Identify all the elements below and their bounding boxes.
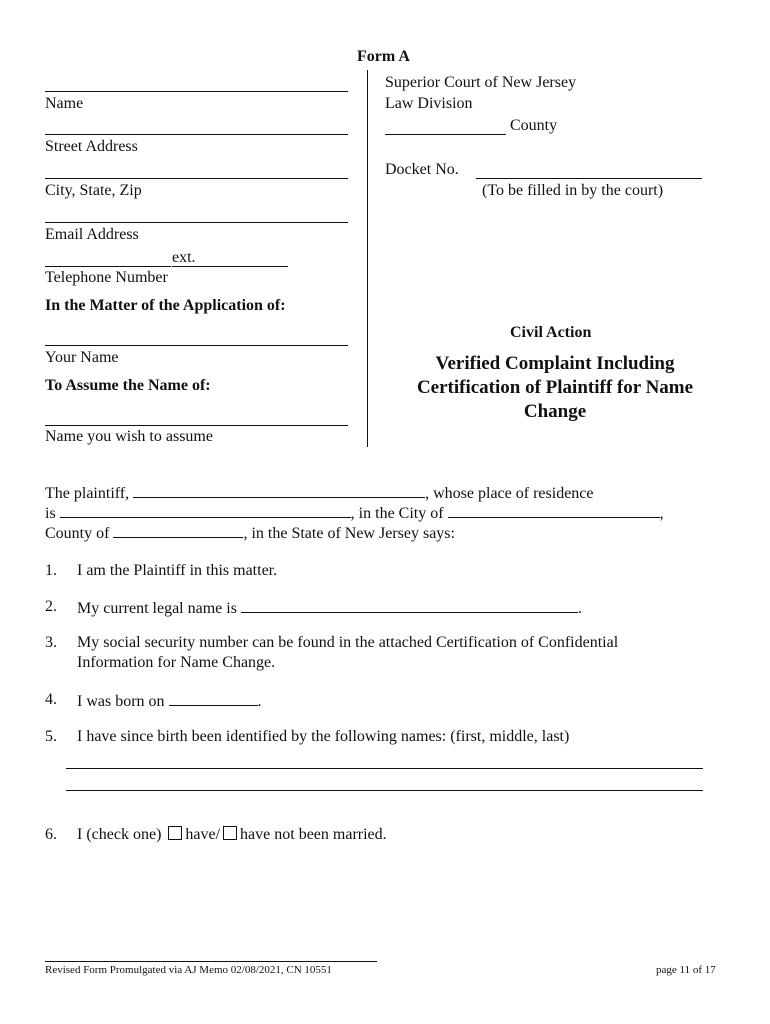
county-label: County [510, 117, 558, 134]
item-3-line-2: Information for Name Change. [77, 654, 276, 671]
docket-note: (To be filled in by the court) [482, 182, 664, 199]
intro-text: , in the State of New Jersey says: [243, 525, 455, 542]
item-6-label: I (check one) [77, 826, 162, 843]
street-address-label: Street Address [45, 138, 138, 155]
item-number: 2. [45, 598, 57, 615]
intro-text: is [45, 505, 56, 522]
matter-heading: In the Matter of the Application of: [45, 297, 286, 314]
county-of-field[interactable] [113, 523, 243, 538]
current-legal-name-field[interactable] [241, 598, 578, 613]
item-number: 5. [45, 728, 57, 745]
your-name-label: Your Name [45, 349, 119, 366]
civil-action-label: Civil Action [510, 324, 592, 341]
item-number: 1. [45, 562, 57, 579]
intro-line-3 [45, 523, 455, 543]
new-name-field[interactable] [45, 425, 348, 426]
item-1-text: I am the Plaintiff in this matter. [77, 562, 278, 579]
item-2-text [77, 598, 582, 618]
intro-line-1 [45, 483, 594, 503]
name-label: Name [45, 95, 84, 112]
item-number: 6. [45, 826, 57, 843]
name-field[interactable] [45, 91, 348, 92]
item-number: 3. [45, 634, 57, 651]
item-5-text: I have since birth been identified by the following names: (first, middle, last) [77, 728, 570, 745]
court-name: Superior Court of New Jersey [385, 74, 577, 91]
have-not-label: have not been married. [240, 826, 387, 843]
item-4-text [77, 691, 262, 711]
prior-names-line[interactable] [66, 790, 703, 791]
item-6-text [77, 826, 387, 844]
footer-revision: Revised Form Promulgated via AJ Memo 02/08/2021, CN 10551 [45, 964, 332, 976]
page-number: page 11 of 17 [656, 964, 716, 976]
plaintiff-name-field[interactable] [133, 483, 425, 498]
item-2-label: My current legal name is [77, 600, 237, 617]
have-label: have/ [185, 826, 221, 843]
assume-label: Name you wish to assume [45, 428, 213, 445]
city-field[interactable] [448, 503, 660, 518]
footer-rule [45, 961, 377, 962]
intro-text: , in the City of [350, 505, 444, 522]
intro-line-2 [45, 503, 664, 523]
item-2-period: . [577, 600, 582, 617]
married-have-not-checkbox[interactable] [223, 826, 237, 840]
street-address-field[interactable] [45, 134, 348, 135]
item-3-line-1: My social security number can be found in the attached Certification of Confidential [77, 634, 619, 651]
telephone-label: Telephone Number [45, 269, 168, 286]
city-state-zip-label: City, State, Zip [45, 182, 142, 199]
complaint-title: Verified Complaint Including Certification of Plaintiff for Name Change [416, 353, 694, 422]
docket-number-field[interactable] [476, 178, 702, 179]
docket-label: Docket No. [385, 161, 459, 178]
prior-names-line[interactable] [66, 768, 703, 769]
item-4-label: I was born on [77, 693, 165, 710]
caption-divider [367, 70, 368, 447]
your-name-field[interactable] [45, 345, 348, 346]
ext-label: ext. [172, 249, 196, 266]
intro-text: The plaintiff, [45, 485, 130, 502]
intro-text: , whose place of residence [425, 485, 594, 502]
email-field[interactable] [45, 222, 348, 223]
telephone-field[interactable] [45, 266, 171, 267]
item-number: 4. [45, 691, 57, 708]
form-label: Form A [357, 48, 410, 65]
county-field[interactable] [385, 134, 506, 135]
assume-heading: To Assume the Name of: [45, 377, 211, 394]
item-4-period: . [257, 693, 262, 710]
intro-text: County of [45, 525, 110, 542]
married-have-checkbox[interactable] [168, 826, 182, 840]
email-label: Email Address [45, 226, 139, 243]
division-name: Law Division [385, 95, 473, 112]
city-state-zip-field[interactable] [45, 178, 348, 179]
extension-field[interactable] [172, 266, 288, 267]
birth-date-field[interactable] [169, 691, 258, 706]
residence-field[interactable] [60, 503, 351, 518]
intro-text: , [659, 505, 664, 522]
